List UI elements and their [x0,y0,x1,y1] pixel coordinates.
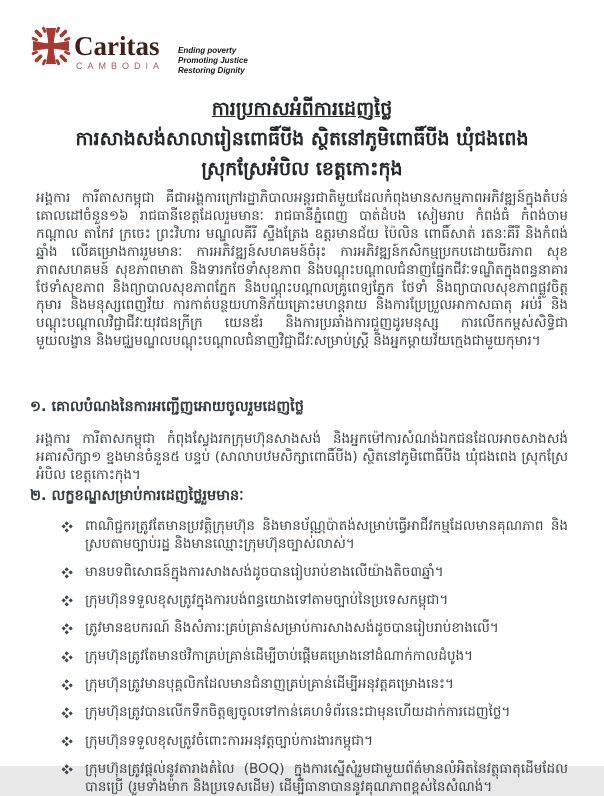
list-item [60,761,568,796]
diamond-bullet-icon [62,737,72,747]
tagline-line-1: Ending poverty [178,46,237,55]
section1-heading: ១. គោលបំណងនៃការអញ្ជើញអោយចូលរួមដេញថ្លៃ [30,399,304,415]
list-item [60,620,568,638]
list-item [60,676,568,694]
diamond-bullet-icon [62,522,72,532]
title-line-3: ស្រុកស្រែអំបិល ខេត្តកោះកុង [201,158,403,180]
title-line-1: ការប្រកាសអំពីការដេញថ្លៃ [211,98,393,120]
diamond-bullet-icon [62,652,72,662]
list-item-text: ក្រុមហ៊ុនទទួលខុសត្រូវក្នុងការបង់ពន្ធយោងទៅតាមច្បាប់នៃប្រទេសកម្ពុជា។ [85,592,449,609]
diamond-bullet-icon [62,708,72,718]
diamond-bullet-icon [62,568,72,578]
list-item-text: ក្រុមហ៊ុនត្រូវតែមានថវិកាគ្រប់គ្រាន់ដើម្បីចាប់ផ្តើមគម្រោងនៅដំណាក់កាលដំបូង។ [85,648,473,665]
brand-name: Caritas [74,31,160,61]
diamond-bullet-icon [62,596,72,606]
tagline-line-2: Promoting Justice [178,56,248,65]
intro-paragraph: អង្គការ ការីតាសកម្ពុជា គឺជាអង្គការក្រៅរដ្ឋាភិបាលអន្តរជាតិមួយដែលកំពុងមានសកម្មភាពអភិវឌ្ឍន៍ក្នុងតំបន់គោលដៅចំនួន១៦ រាជធានីខេត្តដែលរួមមានៈ រាជធានីភ្នំពេញ បាត់ដំបង សៀមរាប កំពង់ធំ កំពង់ចាម កណ្តាល តាកែវ ក្រចេះ ព្រះវិហារ មណ្ឌលគីរី ស្ទឹងត្រែង ឧត្តរមានជ័យ ប៉ៃលិន ពោធិ៍សាត់ រតនៈគីរី និងកំពង់ឆ្នាំង លើគម្រោងការរួមមានៈ ការអភិវឌ្ឍន៍សហគមន៍ចំរុះ ការអភិវឌ្ឍន៍កសិកម្មប្រកបដោយចីរភាព សុខភាពសហគមន៍ សុខភាពមាតា និងទារកថែទាំសុខភាព និងបណ្តុះបណ្តាលជំនាញផ្នែកជីវៈទណ្ឌិតក្នុងពន្ធនាគារ ថែទាំសុខភាព និងព្យាបាលសុខភាពភ្នែក និងបណ្តុះបណ្តាលគ្រូពេទ្យភ្នែក ថែទាំ និងព្យាបាលសុខភាពផ្លូវចិត្តកុមារ និងមនុស្សពេញវ័យ ការកាត់បន្ថយហានិភ័យគ្រោះមហន្តរាយ និងការប្រែប្រួលអាកាសធាតុ អប់រំ និងបណ្តុះបណ្តាលវិជ្ជាជីវៈយុវជនក្រីក្រ យេនឌ័រ និងការប្រឆាំងការជួញដូរមនុស្ស ការលើកកម្ពស់សិទ្ធិជាមួយលង្ខាន និងមជ្ឈមណ្ឌលបណ្តុះបណ្តាលជំនាញវិជ្ជាជីវៈសម្រាប់ស្ត្រី និងអ្នកម្តាយវ័យក្មេងជាមួយកុមារ។ [36,190,568,350]
list-item [60,704,568,722]
list-item-text: ក្រុមហ៊ុនត្រូវមានបុគ្គលិកដែលមានជំនាញគ្រប់គ្រាន់ដើម្បីអនុវត្តគម្រោងនេះ។ [85,676,454,693]
title-line-2: ការសាងសង់សាលារៀនពោធិ៍បីង ស្ថិតនៅភូមិពោធិ៍បីង ឃុំជងពេង [75,128,529,150]
list-item [60,648,568,666]
list-item-text: ក្រុមហ៊ុនត្រូវបានលើកទឹកចិត្តឲ្យចូលទៅកាន់គេហទំព័រនេះជាមុនហើយដាក់ការដេញថ្លៃ។ [85,704,511,721]
list-item [60,592,568,610]
diamond-bullet-icon [62,624,72,634]
document-title [0,94,604,184]
brand-tagline [178,46,288,76]
section2-heading: ២. លក្ខខណ្ឌសម្រាប់ការដេញថ្លៃរួមមានៈ [30,488,244,504]
list-item-text: មានបទពិសោធន៍ក្នុងការសាងសង់ដូចបានរៀបរាប់ខាងលើយ៉ាងតិច៣ឆ្នាំ។ [85,564,444,580]
diamond-bullet-icon [62,680,72,690]
list-item-text: ពាណិជ្ជករត្រូវតែមានប្រវត្តិក្រុមហ៊ុន និងមានប័ណ្ណប៉ាតង់សម្រាប់ធ្វើអាជីវកម្មដែលមានគុណភាព និងស្របតាមច្បាប់រដ្ឋ និងមានឈ្មោះក្រុមហ៊ុនច្បាស់លាស់។ [85,518,568,552]
conditions-list [60,518,568,795]
tagline-line-3: Restoring Dignity [178,66,245,75]
list-item [60,518,568,554]
list-item-text: ត្រូវមានឧបករណ៍ និងសំភារៈគ្រប់គ្រាន់សម្រាប់ការសាងសង់ដូចបានរៀបរាប់ខាងលើ។ [85,620,499,637]
list-item [60,733,568,751]
list-item [60,564,568,582]
list-item-text: ក្រុមហ៊ុនត្រូវផ្តល់នូវតារាងតំលៃ (BOQ) ក្នុងការស្នើសុំរួមជាមួយព័ត៌មានលំអិតនៃវត្ថុធាតុដើមដែលបានប្រើ (រួមទាំងម៉ាក និងប្រទេសដើម) ដើម្បីធានាបាននូវគុណភាពខ្ពស់នៃសំណង់។ [85,760,568,795]
diamond-bullet-icon [62,765,72,775]
brand-country: CAMBODIA [76,61,165,71]
caritas-flame-cross-icon [28,18,74,74]
section1-paragraph: អង្គការ ការីតាសកម្ពុជា កំពុងស្វែងរកក្រុមហ៊ុនសាងសង់ និងអ្នកម៉ៅការសំណង់ឯកជនដែលអាចសាងសង់អគារសិក្សា១ ខ្នងមានចំនួន៥ បន្ទប់ (សាលាបឋមសិក្សាពោធិ៍បីង) ស្ថិតនៅភូមិពោធិ៍បីង ឃុំជងពេង ស្រុកស្រែអំបិល ខេត្តកោះកុង។ [36,431,568,483]
list-item-text: ក្រុមហ៊ុនទទួលខុសត្រូវចំពោះការអនុវត្តច្បាប់ការងារកម្ពុជា។ [85,732,374,749]
